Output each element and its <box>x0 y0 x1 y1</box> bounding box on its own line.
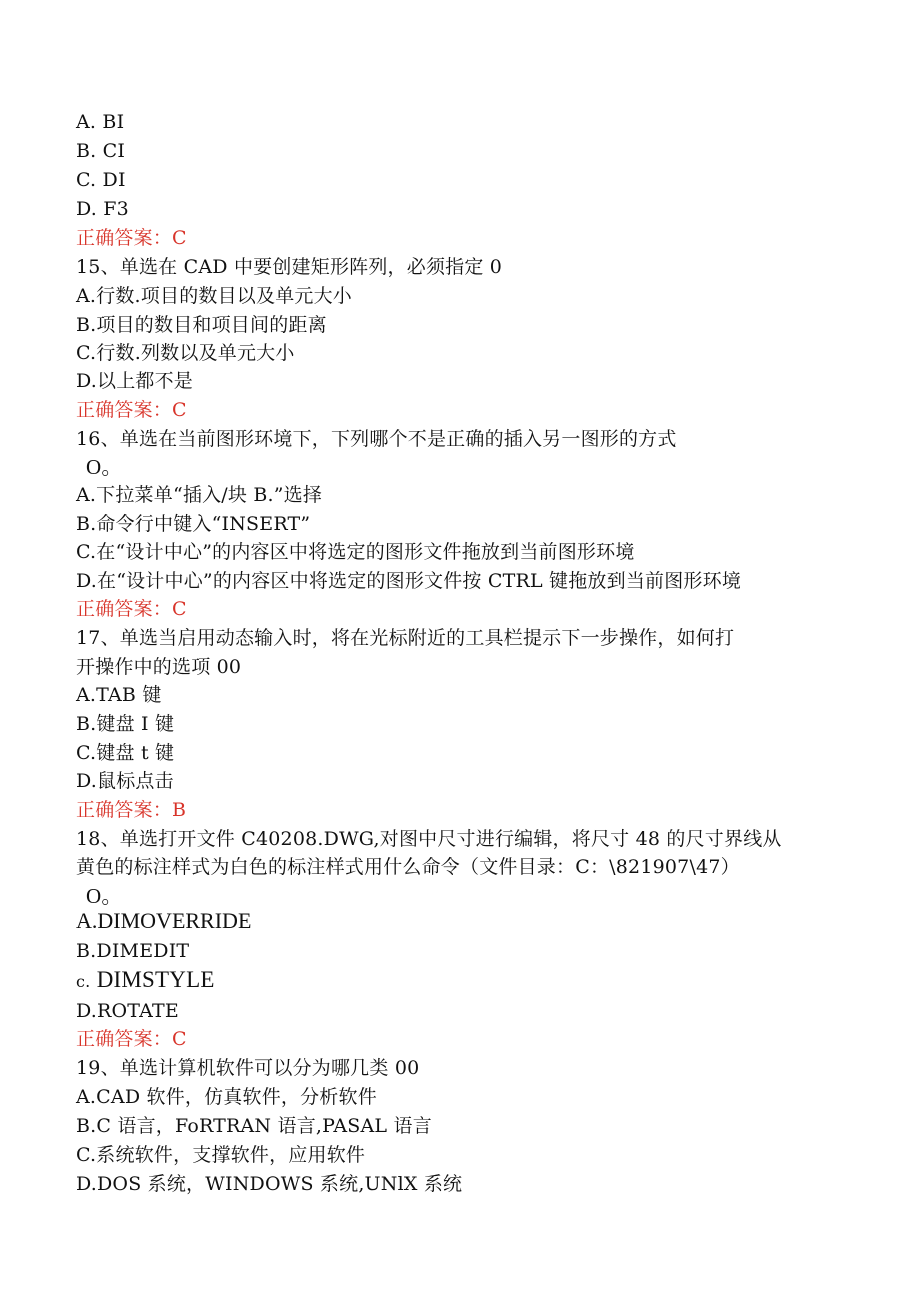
q14-option-a: A. BI <box>76 111 125 133</box>
q19-option-c: C.系统软件，支撑软件，应用软件 <box>76 1144 366 1166</box>
q18-option-c <box>76 968 215 994</box>
q16-answer: 正确答案：C <box>76 598 187 620</box>
q19-option-a: A.CAD 软件，仿真软件，分析软件 <box>76 1086 377 1108</box>
q15-option-b: B.项目的数目和项目间的距离 <box>76 314 327 336</box>
q17-option-a: A.TAB 键 <box>76 684 162 706</box>
q18-stem-line1: 18、单选打开文件 C40208.DWG,对图中尺寸进行编辑，将尺寸 48 的尺寸界线从 <box>76 828 782 850</box>
q18-option-c-prefix: c. <box>76 972 91 991</box>
q16-option-c: C.在“设计中心”的内容区中将选定的图形文件拖放到当前图形环境 <box>76 541 635 563</box>
q17-option-c: C.键盘 t 键 <box>76 742 175 764</box>
q16-stem-line2: O。 <box>86 455 123 479</box>
q14-option-d: D. F3 <box>76 198 129 220</box>
q17-stem-line2: 开操作中的选项 00 <box>76 656 242 678</box>
q16-option-a: A.下拉菜单“插入/块 B.”选择 <box>76 484 323 506</box>
q15-stem: 15、单选在 CAD 中要创建矩形阵列，必须指定 0 <box>76 256 503 278</box>
q15-answer: 正确答案：C <box>76 399 187 421</box>
q18-stem-line3: O。 <box>86 884 123 908</box>
q14-answer: 正确答案：C <box>76 227 187 249</box>
q18-answer: 正确答案：C <box>76 1028 187 1050</box>
q16-option-d: D.在“设计中心”的内容区中将选定的图形文件按 CTRL 键拖放到当前图形环境 <box>76 570 742 592</box>
q19-option-b: B.C 语言，FoRTRAN 语言,PASAL 语言 <box>76 1115 432 1137</box>
q18-stem-line2: 黄色的标注样式为白色的标注样式用什么命令（文件目录：C：\821907\47） <box>76 856 740 878</box>
q18-option-b: B.DIMEDIT <box>76 940 190 962</box>
q17-stem-line1: 17、单选当启用动态输入时，将在光标附近的工具栏提示下一步操作，如何打 <box>76 627 735 649</box>
q18-option-a: A.DIMOVERRIDE <box>76 908 252 933</box>
q15-option-c: C.行数.列数以及单元大小 <box>76 342 295 364</box>
q14-option-b: B. CI <box>76 140 126 162</box>
q18-option-d: D.ROTATE <box>76 1000 179 1022</box>
q17-option-b: B.键盘 I 键 <box>76 713 175 735</box>
q18-option-c-word: DIMSTYLE <box>96 967 215 992</box>
q17-option-d: D.鼠标点击 <box>76 770 174 792</box>
q16-option-b: B.命令行中键入“INSERT” <box>76 513 311 535</box>
q19-option-d: D.DOS 系统，WINDOWS 系统,UNlX 系统 <box>76 1173 463 1195</box>
q17-answer: 正确答案：B <box>76 799 187 821</box>
q15-option-d: D.以上都不是 <box>76 370 193 392</box>
q16-stem-line1: 16、单选在当前图形环境下，下列哪个不是正确的插入另一图形的方式 <box>76 428 677 450</box>
q14-option-c: C. DI <box>76 169 126 191</box>
q15-option-a: A.行数.项目的数目以及单元大小 <box>76 285 353 307</box>
q19-stem: 19、单选计算机软件可以分为哪几类 00 <box>76 1057 420 1079</box>
